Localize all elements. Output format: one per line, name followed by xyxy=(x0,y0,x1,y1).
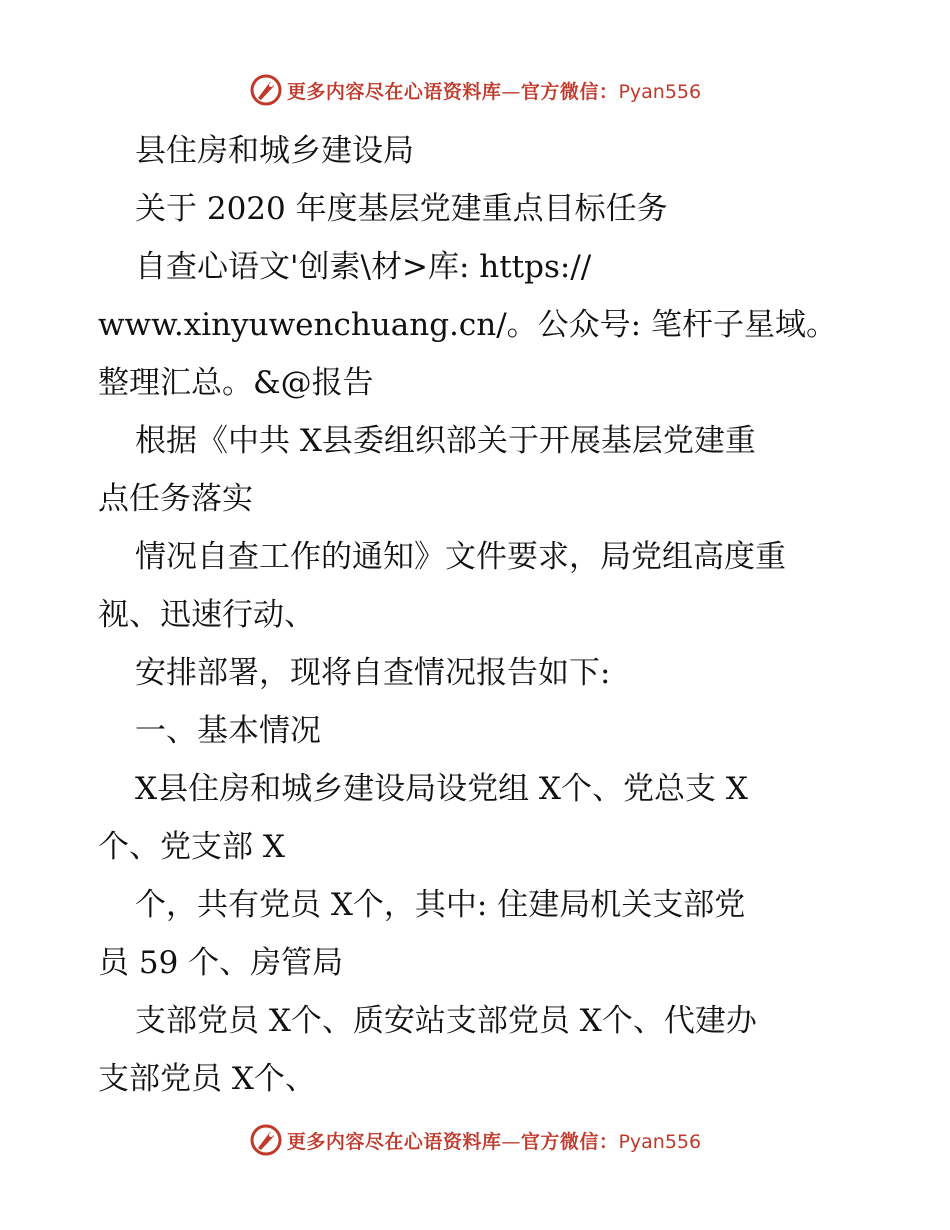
document-line: 视、迅速行动、 xyxy=(98,597,315,633)
banner-official: 官方微信： xyxy=(520,80,619,103)
banner-separator: — xyxy=(501,1130,521,1153)
document-line: 县住房和城乡建设局 xyxy=(135,133,414,169)
footer-banner xyxy=(0,1120,950,1160)
document-line: 安排部署，现将自查情况报告如下: xyxy=(135,655,611,691)
document-line: 支部党员 X个、质安站支部党员 X个、代建办 xyxy=(135,1003,757,1039)
document-line: 员 59 个、房管局 xyxy=(98,945,344,981)
document-line: 一、基本情况 xyxy=(135,713,321,749)
header-banner xyxy=(0,70,950,110)
document-line: 情况自查工作的通知》文件要求，局党组高度重 xyxy=(135,539,786,575)
banner-text xyxy=(287,1127,701,1154)
banner-text xyxy=(287,77,701,104)
banner-wechat-id: Pyan556 xyxy=(618,80,702,103)
document-line: 自查心语文'创素\材>库: https:// xyxy=(135,249,592,285)
banner-separator: — xyxy=(501,80,521,103)
document-line: 个，共有党员 X个，其中: 住建局机关支部党 xyxy=(135,887,746,923)
document-line: 个、党支部 X xyxy=(98,829,285,865)
pen-nib-logo-icon xyxy=(249,73,283,107)
document-line: 根据《中共 X县委组织部关于开展基层党建重 xyxy=(135,423,756,459)
document-body xyxy=(98,122,868,1108)
banner-title: 更多内容尽在心语资料库 xyxy=(286,1130,502,1153)
pen-nib-logo-icon xyxy=(249,1123,283,1157)
banner-official: 官方微信： xyxy=(520,1130,619,1153)
banner-title: 更多内容尽在心语资料库 xyxy=(286,80,502,103)
document-line: 支部党员 X个、 xyxy=(98,1061,316,1097)
document-line: 关于 2020 年度基层党建重点目标任务 xyxy=(135,191,668,227)
document-line: 点任务落实 xyxy=(98,481,253,517)
document-line: www.xinyuwenchuang.cn/。公众号: 笔杆子星域。 xyxy=(98,307,837,343)
document-line: 整理汇总。&@报告 xyxy=(98,365,374,401)
banner-wechat-id: Pyan556 xyxy=(618,1130,702,1153)
document-line: X县住房和城乡建设局设党组 X个、党总支 X xyxy=(135,771,748,807)
